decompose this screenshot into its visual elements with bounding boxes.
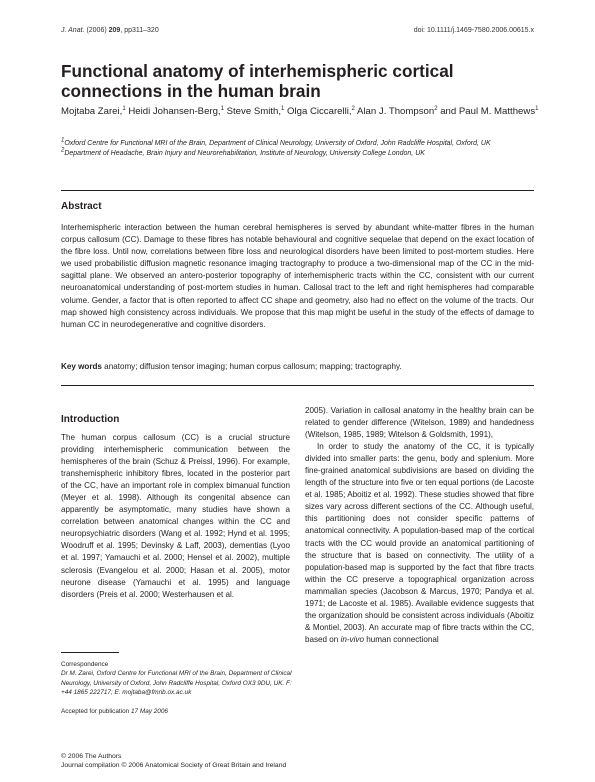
- journal-pages: , pp311–320: [120, 27, 159, 34]
- affiliation-marker: 2: [61, 147, 65, 154]
- author-name: and Paul M. Matthews: [437, 106, 536, 117]
- author-name: Heidi Johansen-Berg,: [125, 106, 221, 117]
- author-name: Alan J. Thompson: [354, 106, 435, 117]
- body-column-left: [61, 432, 290, 601]
- correspondence-label: Correspondence: [61, 661, 109, 668]
- article-title: Functional anatomy of interhemispheric cortical connections in the human brain: [61, 61, 454, 101]
- keywords: [61, 361, 534, 373]
- affiliation-1: [61, 139, 541, 149]
- introduction-heading: Introduction: [61, 414, 120, 425]
- correspondence-rule: [61, 652, 119, 653]
- paragraph-text: human connectional: [363, 634, 439, 644]
- keywords-list: anatomy; diffusion tensor imaging; human corpus callosum; mapping; tractography.: [101, 362, 402, 371]
- affiliation-2: [61, 149, 541, 159]
- abstract-text: Interhemispheric interaction between the human cerebral hemispheres is served by abundant white-matter fibres in the human corpus callosum (CC). Damage to these fibres has notable behavioural and cognitive sequelae that depend on the exact location of the fibre loss. Until now, correlations between fibre loss and neurological disorders have been limited to post-mortem studies. Here we used probabilistic diffusion magnetic resonance imaging tractography to produce a two-dimensional map of the CC in the mid-sagittal plane. We observed an antero-posterior topography of interhemispheric tracts within the CC, consistent with our current neuroanatomical understanding of post-mortem studies in human. Callosal tract to the left and right hemispheres had comparable volume. Gender, a factor that is often reported to affect CC shape and geometry, also had no effect on the volume of the tracts. Our map showed high consistency across individuals. We propose that this map might be useful in the study of the effects of damage to human CC in neurodegenerative and cognitive disorders.: [61, 223, 534, 329]
- correspondence-address: Dr M. Zarei, Oxford Centre for Functional MRI of the Brain, Department of Clinical Neurology, University of Oxford, John Radcliffe Hospital, Oxford OX3 9DU, UK. F: +44 1865 222717; E: mojtaba@fmrib.ox.ac.uk: [61, 670, 292, 696]
- affiliation-marker: 1: [122, 105, 126, 112]
- paragraph-italic: in-vivo: [340, 634, 364, 644]
- author-name: Steve Smith,: [223, 106, 282, 117]
- author-name: Olga Ciccarelli,: [284, 106, 352, 117]
- affiliation-marker: 1: [281, 105, 285, 112]
- accepted-date-value: 17 May 2006: [131, 708, 168, 715]
- paragraph-text: In order to study the anatomy of the CC, it is typically divided into smaller parts: the genu, body and splenium. More fine-grained anatomical subdivisions are based on dividing the length of the structure into five or ten equal portions (de Lacoste et al. 1985; Aboitiz et al. 1992). These studies showed that fibre sizes vary across different sections of the CC. Although useful, this partitioning does not consider specific patterns of anatomical connectivity. A population-based map of the cortical tracts with the CC would provide an anatomical partitioning of the structure that is based on connectivity. The utility of a population-based map is supported by the fact that fibre tracts within the CC preserve a topographical organization across mammalian species (Jacobson & Marcus, 1970; Pandya et al. 1971; de Lacoste et al. 1985). Available evidence suggests that the organization should be consistent across individuals (Aboitiz & Montiel, 2003). An accurate map of fibre tracts within the CC, based on: [305, 442, 535, 644]
- affiliation-marker: 2: [434, 105, 438, 112]
- body-paragraph: [305, 441, 534, 646]
- copyright-footer: [61, 752, 286, 770]
- body-paragraph: 2005). Variation in callosal anatomy in the healthy brain can be related to gender difference (Witelson, 1989) and handedness (Witelson, 1985, 1989; Witelson & Goldsmith, 1991),: [305, 406, 534, 440]
- author-name: Mojtaba Zarei,: [61, 106, 123, 117]
- journal-name: J. Anat.: [61, 27, 85, 34]
- keywords-label: Key words: [61, 362, 102, 371]
- journal-citation: [61, 27, 159, 34]
- affiliation-text: Oxford Centre for Functional MRI of the Brain, Department of Clinical Neurology, University of Oxford, John Radcliffe Hospital, Oxford, UK: [64, 140, 491, 147]
- abstract-bottom-rule: [61, 385, 534, 386]
- affiliation-marker: 1: [61, 137, 65, 144]
- affiliation-marker: 1: [535, 105, 539, 112]
- affiliation-marker: 1: [220, 105, 224, 112]
- correspondence-block: [61, 660, 296, 697]
- copyright-line: © 2006 The Authors: [61, 753, 122, 760]
- affiliation-text: Department of Headache, Brain Injury and Neurorehabilitation, Institute of Neurology, University College London, UK: [64, 150, 425, 157]
- journal-volume: 209: [108, 27, 121, 34]
- affiliation-marker: 2: [351, 105, 355, 112]
- body-paragraph: The human corpus callosum (CC) is a crucial structure providing interhemispheric communication between the hemispheres of the brain (Schuz & Preissl, 1996). For example, transhemispheric inhibitory fibres, located in the posterior part of the CC, have an important role in complex bimanual function (Meyer et al. 1998). Although its congenital absence can apparently be asymptomatic, many studies have shown a correlation between anatomical changes within the CC and neuropsychiatric disorders (Wang et al. 1992; Hynd et al. 1995; Woodruff et al. 1995; Devinsky & Laff, 2003), dementias (Lyoo et al. 1997; Yamauchi et al. 2000; Hensel et al. 2002), multiple sclerosis (Evangelou et al. 2000; Hasan et al. 2005), motor neurone disease (Yamauchi et al. 1995) and language disorders (Preis et al. 2000; Westerhausen et al.: [61, 433, 290, 599]
- abstract-top-rule: [61, 190, 534, 191]
- accepted-label: Accepted for publication: [61, 708, 131, 715]
- affiliations: [61, 139, 541, 159]
- doi[interactable]: doi: 10.1111/j.1469-7580.2006.00615.x: [413, 27, 534, 34]
- copyright-line: Journal compilation © 2006 Anatomical Society of Great Britain and Ireland: [61, 762, 287, 769]
- abstract-heading: Abstract: [61, 201, 102, 212]
- accepted-date: [61, 708, 168, 715]
- author-list: [61, 105, 541, 118]
- body-column-right: [305, 405, 534, 646]
- journal-year: (2006): [86, 27, 107, 34]
